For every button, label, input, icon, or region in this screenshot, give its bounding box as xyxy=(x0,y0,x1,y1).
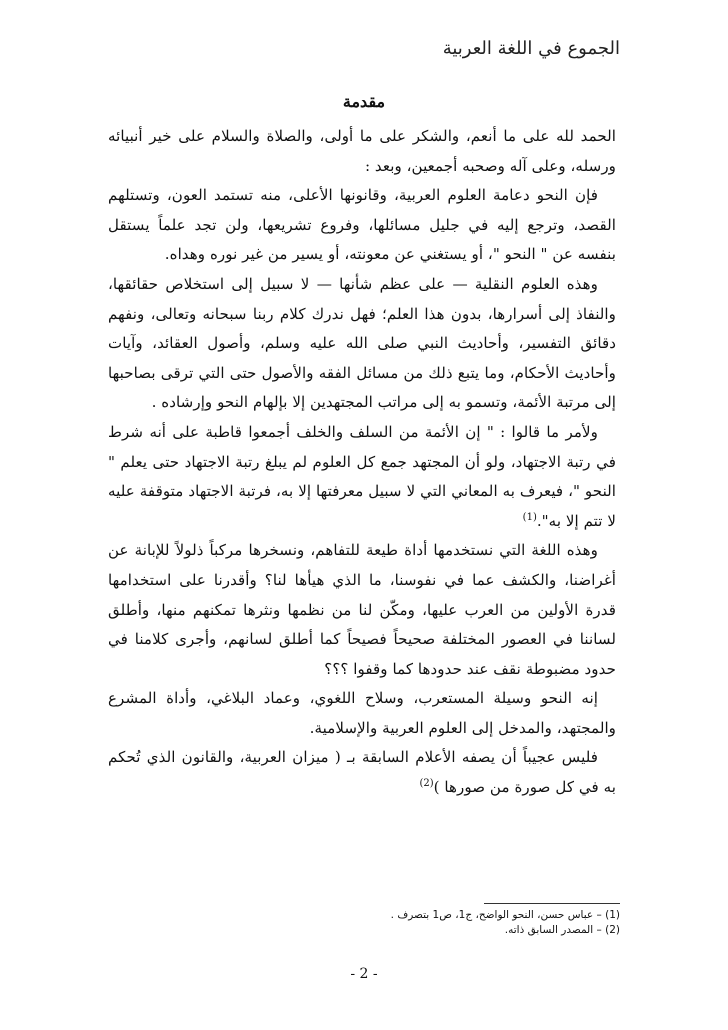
page-number: - 2 - xyxy=(350,966,378,982)
paragraph: الحمد لله على ما أنعم، والشكر على ما أولى، والصلاة والسلام على خير أنبيائه ورسله، وعلى آله وصحبه أجمعين، وبعد : xyxy=(108,127,616,175)
paragraph-text: فليس عجيباً أن يصفه الأعلام السابقة بـ ( ميزان العربية، والقانون الذي تُحكم به في كل صورة من صورها ) xyxy=(108,748,616,797)
paragraph xyxy=(108,743,616,802)
paragraph: وهذه اللغة التي نستخدمها أداة طيعة للتفاهم، ونسخرها مركباً ذلولاً للإبانة عن أغراضنا، والكشف عما في نفوسنا، ما الذي هيأها لنا؟ وأقدرنا على استخدامها قدرة الأولين من العرب عليها، ومكّن لنا من نظمها ونثرها تمكنهم منها، وأطلق لساننا في العصور المختلفة صحيحاً فصيحاً كما أطلق لسانهم، وأجرى كلامنا في حدود مضبوطة نقف عند حدودها كما وقفوا ؟؟؟ xyxy=(108,541,616,678)
footnote-2: (2) – المصدر السابق ذاته. xyxy=(504,924,620,936)
running-header: الجموع في اللغة العربية xyxy=(442,38,620,59)
footnote-divider xyxy=(484,903,620,904)
body-text xyxy=(108,122,616,803)
footnote-ref-1[interactable]: (1) xyxy=(522,511,537,523)
section-title: مقدمة xyxy=(342,92,386,111)
footnote-ref-2[interactable]: (2) xyxy=(419,778,434,789)
paragraph-text: ولأمر ما قالوا : " إن الأئمة من السلف والخلف أجمعوا قاطبة على أنه شرط في رتبة الاجتهاد، ولو أن المجتهد جمع كل العلوم لم يبلغ رتبة الاجتهاد حتى يعلم " النحو "، فيعرف به المعاني التي لا سبيل معرفتها إلا به، فرتبة الاجتهاد متوقفة عليه لا تتم إلا به". xyxy=(108,422,616,530)
paragraph: وهذه العلوم النقلية — على عظم شأنها — لا سبيل إلى استخلاص حقائقها، والنفاذ إلى أسرارها، بدون هذا العلم؛ فهل ندرك كلام ربنا سبحانه وتعالى، ونفهم دقائق التفسير، وأحاديث النبي صلى الله عليه وسلم، وأصول العقائد، وآيات وأحاديث الأحكام، وما يتبع ذلك من مسائل الفقه والأصول حتى التي ترقى بصاحبها إلى مرتبة الأئمة، وتسمو به إلى مراتب المجتهدين إلا بإلهام النحو وإرشاده . xyxy=(108,274,616,412)
footnotes xyxy=(112,908,620,938)
footnote-1: (1) – عباس حسن، النحو الواضح، ج1، ص1 بتصرف . xyxy=(390,909,620,921)
paragraph xyxy=(108,418,616,536)
paragraph: فإن النحو دعامة العلوم العربية، وقانونها الأعلى، منه تستمد العون، وتستلهم القصد، وترجع إليه في جليل مسائلها، وفروع تشريعها، ولن تجد علماً يستقل بنفسه عن " النحو "، أو يستغني عن معونته، أو يسير من غير نوره وهداه. xyxy=(108,186,616,264)
paragraph: إنه النحو وسيلة المستعرب، وسلاح اللغوي، وعماد البلاغي، وأداة المشرع والمجتهد، والمدخل إلى العلوم العربية والإسلامية. xyxy=(108,689,616,737)
